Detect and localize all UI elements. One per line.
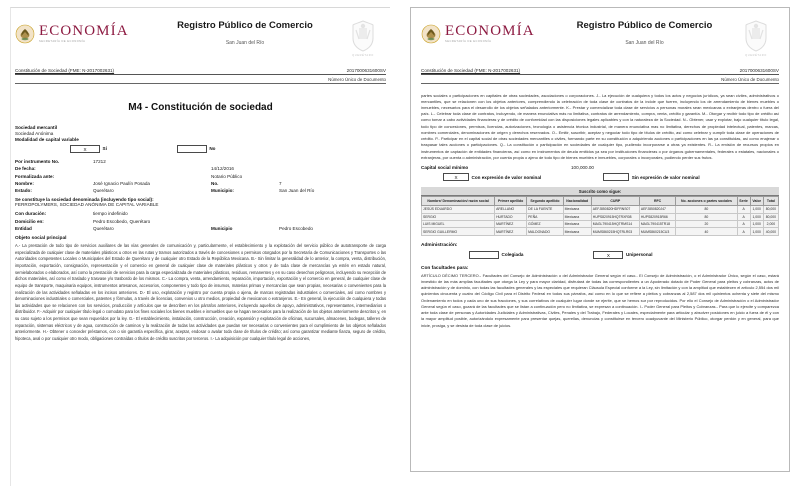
col-name: Nombre/ Denominación/ razón social [422,197,495,206]
cell-name: JESÚS EDUARDO [422,206,495,213]
cell-series: A [737,213,750,220]
field-value: Pedro Escobedo [279,226,313,232]
continuation-text: partes sociales o participaciones en capitales de otras sociedades, asociaciones o corporaciones. J.- La ejecución de cualquiera y todos los actos y negocios jurídicos, ya sean civiles, administrativos o mercantiles, que se relacionen con los objetos anteriores, comprendiendo la celebración de toda clase de contratos de la índole que fueren, incluyendo los de arrendamiento de bienes muebles o inmuebles, necesarios para el desarrollo de los objetos señalados anteriormente. K.- Prestar y comercializar toda clase de servicios a personas morales sean mexicanas o extranjeras dentro o fuera del país. L.- Celebrar toda clase de contratos, incluyendo, de manera enunciativa más no limitativa, contratos de arrendamiento, compra, venta, crédito y garantía. M.- Otorgar y recibir todo tipo de crédito así como tomar a cabo actividades financieras y de crédito de conformidad con las disposiciones legales aplicables y con la naturaleza de la Sociedad. N.- Obtener, usar y explotar, bajo cualquier título legal, todo tipo de concesiones, permisos, licencias, autorizaciones, tecnología o asistencia técnica industrial, de manera enunciativa mas no limitativa, derechos de propiedad intelectual, patentes, marcas, nombres comerciales, denominaciones de origen y derechos reservados. O.- Emitir, suscribir, aceptar y negociar todo tipo de títulos de crédito, así como celebrar y cumplir toda clase de operaciones de crédito. P.- Participar en el capital social de otras sociedades mercantiles o civiles, formando parte en su constitución o adquiriendo acciones o participaciones en las ya constituidas, así como enajenar o traspasar tales acciones o participaciones. Q.- La constitución o participación en sociedades de cualquier tipo, pudiendo incorporarse a otras ya existentes. R.- La emisión de recursos propios en instrumentos de captación de entidades financieras, así como en instrumentos de deuda emitidos ya sea por instituciones financieras o por órganos gubernamentales, federales o estatales, nacionales o extranjeras, por cuenta o administración, por cuenta propia o ajeno de todo tipo de bienes muebles e inmuebles, corporales o incorporales, pudiendo perder sus frutos. [421,92,779,160]
company-name: FERROPOLYMERS, SOCIEDAD ANÓNIMA DE CAPITAL VARIABLE [15,202,159,208]
mexico-eagle-icon [421,24,441,44]
shares-caption: Suscrito como sigue: [421,187,779,196]
variable-capital-label: Modalidad de capital variable [15,136,79,142]
cell-rfc: AEFJ850820J47 [639,206,676,213]
masthead-left [15,16,386,66]
cell-name: SERGIO [422,213,495,220]
field-instrument [15,159,386,164]
field-date [15,166,386,171]
checkbox-yes[interactable]: X [70,145,100,153]
col-value: Valor [750,197,763,206]
field-value: José Ignacio Paulín Posada [93,181,150,187]
field-value: 14/12/2016 [211,166,234,172]
cell-second-surname: DE LA FUENTE [527,206,563,213]
field-state [15,188,386,193]
cell-shares: 80 [676,213,737,220]
field-label: Municipio [211,226,233,232]
field-label: Municipio: [211,188,234,194]
shareholders-table [421,187,779,236]
field-value: Querétaro [93,226,114,232]
cell-nationality: Mexicana [563,213,591,220]
checkbox-no[interactable] [177,145,207,153]
cell-curp: MUMS860215HQTRLR03 [591,228,639,235]
society-type-label: Sociedad mercantil [15,124,58,130]
checkbox-collegiate-label: Colegiada [501,252,524,258]
society-type-value: Sociedad Anónima [15,130,54,136]
checkbox-without-nominal-label: Sin expresión de valor nominal [631,174,700,180]
document-number: 2017000631600SV [739,68,779,73]
page-right-sheet [410,7,790,472]
faculties-label: Con facultades para: [421,265,469,271]
constitution-label: Se constituye la sociedad denominada (incluyendo tipo social): [15,197,154,203]
cell-total: 2,000 [763,221,778,228]
field-label: Por instrumento No. [15,158,60,164]
nominal-value-options [421,173,779,181]
field-notary-name [15,181,386,186]
shield-caption: QUERÉTARO [745,54,767,57]
table-row [422,213,779,220]
economia-logo [15,16,150,44]
col-series: Serie [737,197,750,206]
checkbox-with-nominal-label: Con expresión de valor nominal [471,174,542,180]
col-nationality: Nacionalidad [563,197,591,206]
document-reference: Constitución de Sociedad (FME: N-2017002631) [421,68,521,73]
cell-value: 1,000 [750,228,763,235]
cell-rfc: MUMS860215CU3 [639,228,676,235]
field-value: San Juan del Río [279,188,315,194]
field-entity [15,226,386,231]
document-number-caption: Número Único de Documento [15,77,386,84]
shield-caption: QUERÉTARO [352,54,374,57]
page-left-sheet [10,7,390,486]
cell-second-surname: GÓMEZ [527,221,563,228]
masthead-right [421,16,779,66]
col-curp: CURP [591,197,639,206]
table-row [422,221,779,228]
cell-shares: 80 [676,206,737,213]
mexico-eagle-icon [15,24,35,44]
cell-nationality: Mexicana [563,221,591,228]
cell-rfc: HUPS820915R66 [639,213,676,220]
registry-title: Registro Público de Comercio [177,20,313,31]
document-id-row [421,68,779,75]
document-id-row [15,68,386,75]
brand-name: ECONOMÍA [39,23,129,40]
form-title: M4 - Constitución de sociedad [128,101,273,113]
cell-second-surname: MALDONADO [527,228,563,235]
cell-series: A [737,221,750,228]
field-duration [15,211,386,216]
cell-curp: AEFJ850820HDFRNS07 [591,206,639,213]
cell-total: 40,000 [763,228,778,235]
field-label: Entidad [15,226,32,232]
field-value: 17212 [93,158,106,164]
field-label: Estado: [15,188,32,194]
document-reference: Constitución de Sociedad (FME: N-2017002631) [15,68,115,73]
cell-total: 80,000 [763,206,778,213]
shield-icon [743,20,769,52]
shield-icon [350,20,376,52]
cell-first-surname: MARTÍNEZ [495,228,527,235]
checkbox-no-label: No [209,146,216,152]
field-notary-type [15,174,386,179]
table-row [422,228,779,235]
registry-title: Registro Público de Comercio [576,20,713,31]
col-first-surname: Primer apellido [495,197,527,206]
table-row [422,206,779,213]
faculties-text: ARTÍCULO DÉCIMO TERCERO.- Facultades del Consejo de Administración o del Administrador General según el caso.- El Consejo de Administración, o el Administrador Único, según el caso, estará investido de las más amplias facultades que otorga la Ley y para mayor claridad, disfrutará de todas las correspondientes a un Apoderado dotado de Poder General para pleitos y cobranzas, actos de administración y de dominio, con todas las facultades generales y las especiales que requieran Cláusula Especial conforme a la Ley, sin limitación y con la amplitud que establecen el artículo 2,554 dos mil quinientos cincuenta y cuatro del Código Civil para el Distrito Federal en todos sus párrafos, así como en lo que se refiere a pleitos y cobranzas al 2,587 dos mil quinientos ochenta y siete del mismo Ordenamiento en todos y cada uno de sus fracciones, y sus correlativos de cualquier lugar donde se ejerite, que se hemos sur por reproducidos. Por ello el Consejo de Administración o el Administrador General según el caso, gozará de las facultades que se listan a continuación pero no limitativa, se expresan a continuación. I.- Poder General para Pleitos y Cobranzas.- Para que lo ejercite y comparezca ante toda clase de personas y Autoridades Judiciales y Administrativas, Civiles, Penales y del Trabajo, Federales y Locales, especialmente para articular y absolver posiciones en juicio a fuera de él y con la mayor amplitud posible, autorizándolo expresamente para presentar quejas, querellas, denuncias y constituirse en tercero coadyuvante del Ministerio Público, otorgar perdón y en general, para que inicie, prosiga, y se desista de toda clase de juicios. [421,272,779,328]
cell-name: LUIS MIGUEL [422,221,495,228]
field-label: Domicilio en: [15,218,44,224]
cell-shares: 20 [676,221,737,228]
queretaro-shield [733,16,779,57]
cell-first-surname: MARTÍNEZ [495,221,527,228]
field-value: 7 [279,181,282,187]
object-heading: Objeto social principal [15,236,67,242]
document-number: 2017000631600SV [346,68,386,73]
brand-name: ECONOMÍA [445,23,535,40]
registry-title-block [150,16,340,46]
administration-label: Administración: [421,242,458,248]
cell-value: 1,000 [750,221,763,228]
cell-rfc: MAGL790415TR18 [639,221,676,228]
checkbox-yes-label: Sí [102,146,107,152]
field-value: Querétaro [93,188,114,194]
registry-title-block [556,16,733,46]
registry-city: San Juan del Río [225,39,265,46]
col-shares: No. acciones o partes sociales [676,197,737,206]
capital-label: Capital social mínimo [421,165,469,171]
object-text: A.- La prestación de todo tipo de servicios auxiliares de las vías generales de comunicación y, particularmente, el establecimiento y la explotación del servicio público de autotransporte de carga especializada de cualquier clase de materiales plásticos u otros en las rutas y tramos autorizados a través de concesiones o permisos otorgados por la Secretaría de Comunicaciones y Transportes o las Autoridades competentes Locales o Municipales del Estado de Querétaro y de cualquier otro Estado de la República Mexicana. B.- Sin limitar la generalidad de lo anterior, la compra, venta, distribución, importación, exportación, consignación, representación y el comercio en general de cualquier clase de materiales plásticos y otros y de toda clase de mercancías ya estén en estado natural, semielaborados o elaborados, así como la prestación de servicios para la carga especializada de materiales plásticos, residuos, remanentes y en su caso desechos peligrosos, incluyendo su recepción de dichos materiales, así como el traslado y trasvase y/o trasbordo de los mismos. C.- La compra, venta, arrendamiento, reparación, importación, exportación y el comercio en general, de cualquier clase de equipo de transporte, maquinaria equipos, instrumentos artesanos, accesorios, componentes y todo tipo de insumos, materias primas y mercancías que sean propias, necesarias o convenientes para la realización de las actividades señaladas en los incisos anteriores. D.- El uso, explotación y registro por cuenta propia o ajena, de marcas registradas industriales o comerciales, así como nombres y denominaciones industriales o comerciales, patentes y fórmulas, a través de licencias, convenios u otro medios, propiedad de mexicanos o extranjeros. E.- En general, la ejecución de cualquiera y todas las actividades que se relacionen con los servicios, producción y artículos que se describen en los párrafos anteriores, incluyendo aquellos de apoyo, administrativos, representantes, intermediarios o distribuidor. F.- Adquirir por cualquier título legal o comodato para los fines sociales los bienes muebles e inmuebles que se hagan necesarios para la realización de los objetos anteriormente descritos y, en su caso sujeto a los permisos que sean requeridos por la ley. G.- El establecimiento, instalación, construcción, creación, expansión y explotación de oficinas, sucursales, almacenes, bodegas, talleres de reparación, sistemas eléctricos y de agua, construcción de caminos y la realización de todas las actividades que puedan ser necesarias o convenientes para el cumplimiento de los objetos señalados anteriormente. H.- Obtener o conceder préstamos, con o sin garantía específica, girar, aceptar, endosar o avalar toda clase de títulos de crédito; así como garantizar mediante fianza, seguro de crédito, hipoteca, aval o por cualquier otro modo, obligaciones contraídas o títulos de crédito suscritos por terceros. I.- La adquisición por cualquier título legal de acciones, [15,243,386,341]
variable-capital-options [15,145,386,153]
cell-nationality: Mexicana [563,206,591,213]
col-second-surname: Segundo apellido [527,197,563,206]
cell-curp: HUPS820915HQTRXR08 [591,213,639,220]
field-value: Notario Público [211,173,243,179]
field-value: tiempo indefinido [93,211,128,217]
document-page-left [0,0,400,479]
cell-value: 1,000 [750,206,763,213]
brand-subtitle: SECRETARÍA DE ECONOMÍA [445,40,492,44]
economia-logo-right [421,16,556,44]
capital-value: 100,000.00 [571,165,594,171]
brand-subtitle: SECRETARÍA DE ECONOMÍA [39,40,86,44]
document-number-caption: Número Único de Documento [421,77,779,84]
field-label: Nombre: [15,181,34,187]
queretaro-shield [340,16,386,57]
registry-city: San Juan del Río [625,39,664,46]
cell-first-surname: HURTADO [495,213,527,220]
cell-curp: MAGL790415HQTRMS14 [591,221,639,228]
cell-series: A [737,228,750,235]
col-total: Total [763,197,778,206]
table-header-row [422,197,779,206]
checkbox-unipersonal-label: Unipersonal [625,252,653,258]
cell-first-surname: ARELLANO [495,206,527,213]
field-label: Con duración: [15,211,47,217]
capital-row [421,165,779,170]
cell-total: 80,000 [763,213,778,220]
checkbox-collegiate[interactable] [469,251,499,259]
field-label: Formalizada ante: [15,173,55,179]
cell-shares: 40 [676,228,737,235]
cell-name: SERGIO GUILLERMO [422,228,495,235]
field-label: No. [211,181,219,187]
checkbox-with-nominal[interactable]: X [443,173,469,181]
cell-value: 1,000 [750,213,763,220]
cell-second-surname: PEÑA [527,213,563,220]
field-value: Pedro Escobedo, Querétaro [93,218,151,224]
administration-options [421,251,779,259]
cell-series: A [737,206,750,213]
field-label: De fecha: [15,166,36,172]
col-rfc: RFC [639,197,676,206]
checkbox-without-nominal[interactable] [603,173,629,181]
field-domicile [15,219,386,224]
document-page-right [400,0,800,479]
checkbox-unipersonal[interactable]: X [593,251,623,259]
cell-nationality: Mexicana [563,228,591,235]
